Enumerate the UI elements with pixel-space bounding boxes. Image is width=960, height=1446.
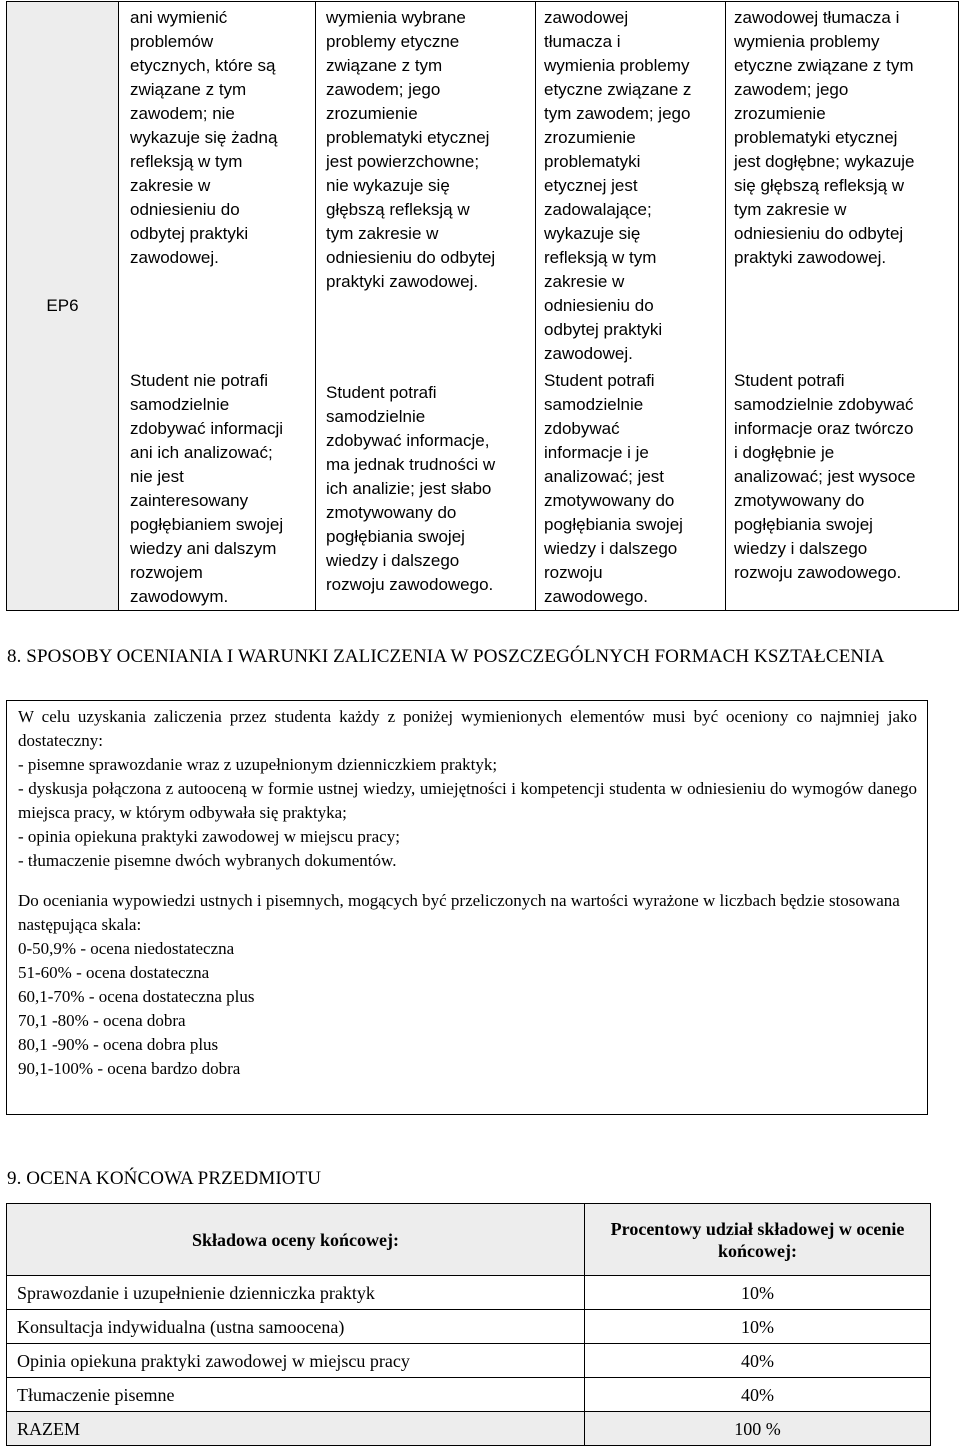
rubric-line: analizować; jest wysoce	[734, 467, 916, 486]
rubric-line: tym zakresie w	[734, 200, 847, 219]
rubric-cell-grade-5	[726, 2, 959, 611]
rubric-line: i dogłębnie je	[734, 443, 835, 462]
column-header-share: Procentowy udział składowej w ocenie końcowej:	[585, 1204, 931, 1276]
rubric-line: samodzielnie	[544, 395, 644, 414]
rubric-line: rozwoju zawodowego.	[326, 575, 494, 594]
rubric-line: etyczne związane z tym	[734, 56, 914, 75]
rubric-line: pogłębiania swojej	[734, 515, 873, 534]
rubric-line: się głębszą refleksją w	[734, 176, 905, 195]
rubric-line: refleksją w tym	[544, 248, 657, 267]
column-header-component: Składowa oceny końcowej:	[7, 1204, 585, 1276]
table-row	[7, 1276, 931, 1310]
rubric-line: problematyki etycznej	[734, 128, 898, 147]
section-8-item: - tłumaczenie pisemne dwóch wybranych dokumentów.	[18, 851, 397, 870]
rubric-line: zmotywowany do	[326, 503, 457, 522]
rubric-line: samodzielnie zdobywać	[734, 395, 914, 414]
section-8-box	[6, 700, 928, 1115]
rubric-line: wykazuje się	[544, 224, 641, 243]
rubric-line: zawodowej	[544, 8, 629, 27]
rubric-line: związane z tym	[326, 56, 443, 75]
rubric-cell-grade-3	[316, 2, 536, 611]
section-8-title: 8. SPOSOBY OCENIANIA I WARUNKI ZALICZENIA W POSZCZEGÓLNYCH FORMACH KSZTAŁCENIA	[7, 646, 885, 667]
table-row	[7, 1378, 931, 1412]
rubric-line: nie wykazuje się	[326, 176, 450, 195]
rubric-line: wiedzy i dalszego	[326, 551, 460, 570]
rubric-line: zainteresowany	[130, 491, 249, 510]
rubric-line: informacje oraz twórczo	[734, 419, 914, 438]
section-9-title: 9. OCENA KOŃCOWA PRZEDMIOTU	[7, 1168, 322, 1189]
component-cell: Sprawozdanie i uzupełnienie dzienniczka praktyk	[7, 1276, 585, 1310]
table-row	[7, 1344, 931, 1378]
rubric-cell-grade-2	[119, 2, 316, 611]
rubric-line: etycznych, które są	[130, 56, 276, 75]
rubric-line: praktyki zawodowej.	[734, 248, 887, 267]
rubric-line: samodzielnie	[326, 407, 426, 426]
rubric-line: odniesieniu do odbytej	[734, 224, 904, 243]
rubric-line: wymienia problemy	[544, 56, 690, 75]
rubric-line: refleksją w tym	[130, 152, 243, 171]
rubric-line: zawodowym.	[130, 587, 229, 606]
rubric-cell-grade-4	[536, 2, 726, 611]
section-8-item: - pisemne sprawozdanie wraz z uzupełnionym dzienniczkiem praktyk;	[18, 755, 498, 774]
rubric-line: Student potrafi	[734, 371, 845, 390]
rubric-line: Student nie potrafi	[130, 371, 268, 390]
rubric-line: rozwoju	[544, 563, 603, 582]
rubric-line: odniesieniu do	[130, 200, 240, 219]
rubric-line: zawodem; jego	[326, 80, 441, 99]
rubric-line: jest powierzchowne;	[326, 152, 480, 171]
grading-scale-line: 70,1 -80% - ocena dobra	[18, 1011, 186, 1030]
share-cell: 40%	[585, 1344, 931, 1378]
rubric-line: problemy etyczne	[326, 32, 460, 51]
rubric-line: odbytej praktyki	[130, 224, 249, 243]
rubric-line: zawodem; jego	[734, 80, 849, 99]
rubric-line: zakresie w	[544, 272, 625, 291]
rubric-line: Student potrafi	[544, 371, 655, 390]
rubric-line: pogłębianiem swojej	[130, 515, 284, 534]
rubric-cell-part1	[316, 6, 535, 294]
rubric-line: ich analizie; jest słabo	[326, 479, 492, 498]
total-share: 100 %	[585, 1412, 931, 1446]
rubric-line: zrozumienie	[544, 128, 636, 147]
rubric-line: wymienia problemy	[734, 32, 880, 51]
rubric-line: Student potrafi	[326, 383, 437, 402]
grading-scale-line: 80,1 -90% - ocena dobra plus	[18, 1035, 219, 1054]
component-cell: Konsultacja indywidualna (ustna samoocena)	[7, 1310, 585, 1344]
grading-scale-line: 0-50,9% - ocena niedostateczna	[18, 939, 235, 958]
rubric-line: zdobywać informacje,	[326, 431, 490, 450]
rubric-line: praktyki zawodowej.	[326, 272, 479, 291]
rubric-line: zawodowego.	[544, 587, 648, 606]
rubric-cell-part2	[316, 381, 535, 597]
rubric-line: nie jest	[130, 467, 184, 486]
rubric-line: problematyki etycznej	[326, 128, 490, 147]
rubric-line: pogłębiania swojej	[544, 515, 683, 534]
section-8-item: - dyskusja połączona z autooceną w formie ustnej wiedzy, umiejętności i kompetencji studenta w odniesieniu do wymogów danego miejsca pracy, w którym odbywała się praktyka;	[18, 779, 917, 822]
rubric-line: zadowalające;	[544, 200, 652, 219]
rubric-line: zawodowej.	[130, 248, 219, 267]
share-cell: 10%	[585, 1310, 931, 1344]
rubric-line: wiedzy i dalszego	[544, 539, 678, 558]
table-row	[7, 1310, 931, 1344]
rubric-line: zdobywać	[544, 419, 620, 438]
section-8-item: - opinia opiekuna praktyki zawodowej w miejscu pracy;	[18, 827, 400, 846]
grading-scale-intro: Do oceniania wypowiedzi ustnych i pisemnych, mogących być przeliczonych na wartości wyrażone w liczbach będzie stosowana następująca skala:	[18, 891, 900, 934]
total-row	[7, 1412, 931, 1446]
rubric-cell-part1	[726, 6, 958, 270]
rubric-line: rozwojem	[130, 563, 203, 582]
rubric-line: problematyki	[544, 152, 641, 171]
rubric-line: wiedzy i dalszego	[734, 539, 868, 558]
rubric-line: informacje i je	[544, 443, 649, 462]
rubric-line: zawodowej tłumacza i	[734, 8, 900, 27]
rubric-line: odniesieniu do	[544, 296, 654, 315]
rubric-line: wymienia wybrane	[326, 8, 466, 27]
rubric-line: jest dogłębne; wykazuje	[734, 152, 915, 171]
rubric-line: zmotywowany do	[544, 491, 675, 510]
rubric-line: odbytej praktyki	[544, 320, 663, 339]
rubric-line: wykazuje się żadną	[130, 128, 278, 147]
rubric-table	[6, 1, 959, 611]
rubric-line: zrozumienie	[326, 104, 418, 123]
rubric-cell-part1	[119, 6, 315, 270]
final-grade-table	[6, 1203, 931, 1446]
rubric-line: głębszą refleksją w	[326, 200, 470, 219]
rubric-line: analizować; jest	[544, 467, 665, 486]
rubric-line: zmotywowany do	[734, 491, 865, 510]
section-8-intro: W celu uzyskania zaliczenia przez studenta każdy z poniżej wymienionych elementów musi być oceniony co najmniej jako dostateczny:	[18, 707, 917, 750]
rubric-line: ma jednak trudności w	[326, 455, 496, 474]
grading-scale-line: 60,1-70% - ocena dostateczna plus	[18, 987, 255, 1006]
rubric-line: zakresie w	[130, 176, 211, 195]
grading-scale-line: 90,1-100% - ocena bardzo dobra	[18, 1059, 241, 1078]
rubric-line: związane z tym	[130, 80, 247, 99]
rubric-line: zawodem; nie	[130, 104, 235, 123]
rubric-line: ani wymienić	[130, 8, 228, 27]
rubric-line: samodzielnie	[130, 395, 230, 414]
rubric-line: pogłębiania swojej	[326, 527, 465, 546]
total-label: RAZEM	[7, 1412, 585, 1446]
grading-scale-line: 51-60% - ocena dostateczna	[18, 963, 210, 982]
rubric-cell-part2	[536, 369, 725, 609]
rubric-line: zrozumienie	[734, 104, 826, 123]
rubric-line: ani ich analizować;	[130, 443, 273, 462]
rubric-line: problemów	[130, 32, 214, 51]
rubric-cell-part2	[726, 369, 958, 585]
rubric-line: odniesieniu do odbytej	[326, 248, 496, 267]
rubric-line: zdobywać informacji	[130, 419, 284, 438]
rubric-line: tłumacza i	[544, 32, 621, 51]
rubric-line: etyczne związane z	[544, 80, 692, 99]
rubric-line: tym zawodem; jego	[544, 104, 691, 123]
learning-outcome-code: EP6	[7, 2, 119, 611]
component-cell: Tłumaczenie pisemne	[7, 1378, 585, 1412]
rubric-cell-part1	[536, 6, 725, 366]
rubric-cell-part2	[119, 369, 315, 609]
rubric-line: rozwoju zawodowego.	[734, 563, 902, 582]
rubric-line: etycznej jest	[544, 176, 638, 195]
rubric-line: wiedzy ani dalszym	[130, 539, 277, 558]
component-cell: Opinia opiekuna praktyki zawodowej w miejscu pracy	[7, 1344, 585, 1378]
rubric-line: tym zakresie w	[326, 224, 439, 243]
rubric-line: zawodowej.	[544, 344, 633, 363]
share-cell: 40%	[585, 1378, 931, 1412]
share-cell: 10%	[585, 1276, 931, 1310]
